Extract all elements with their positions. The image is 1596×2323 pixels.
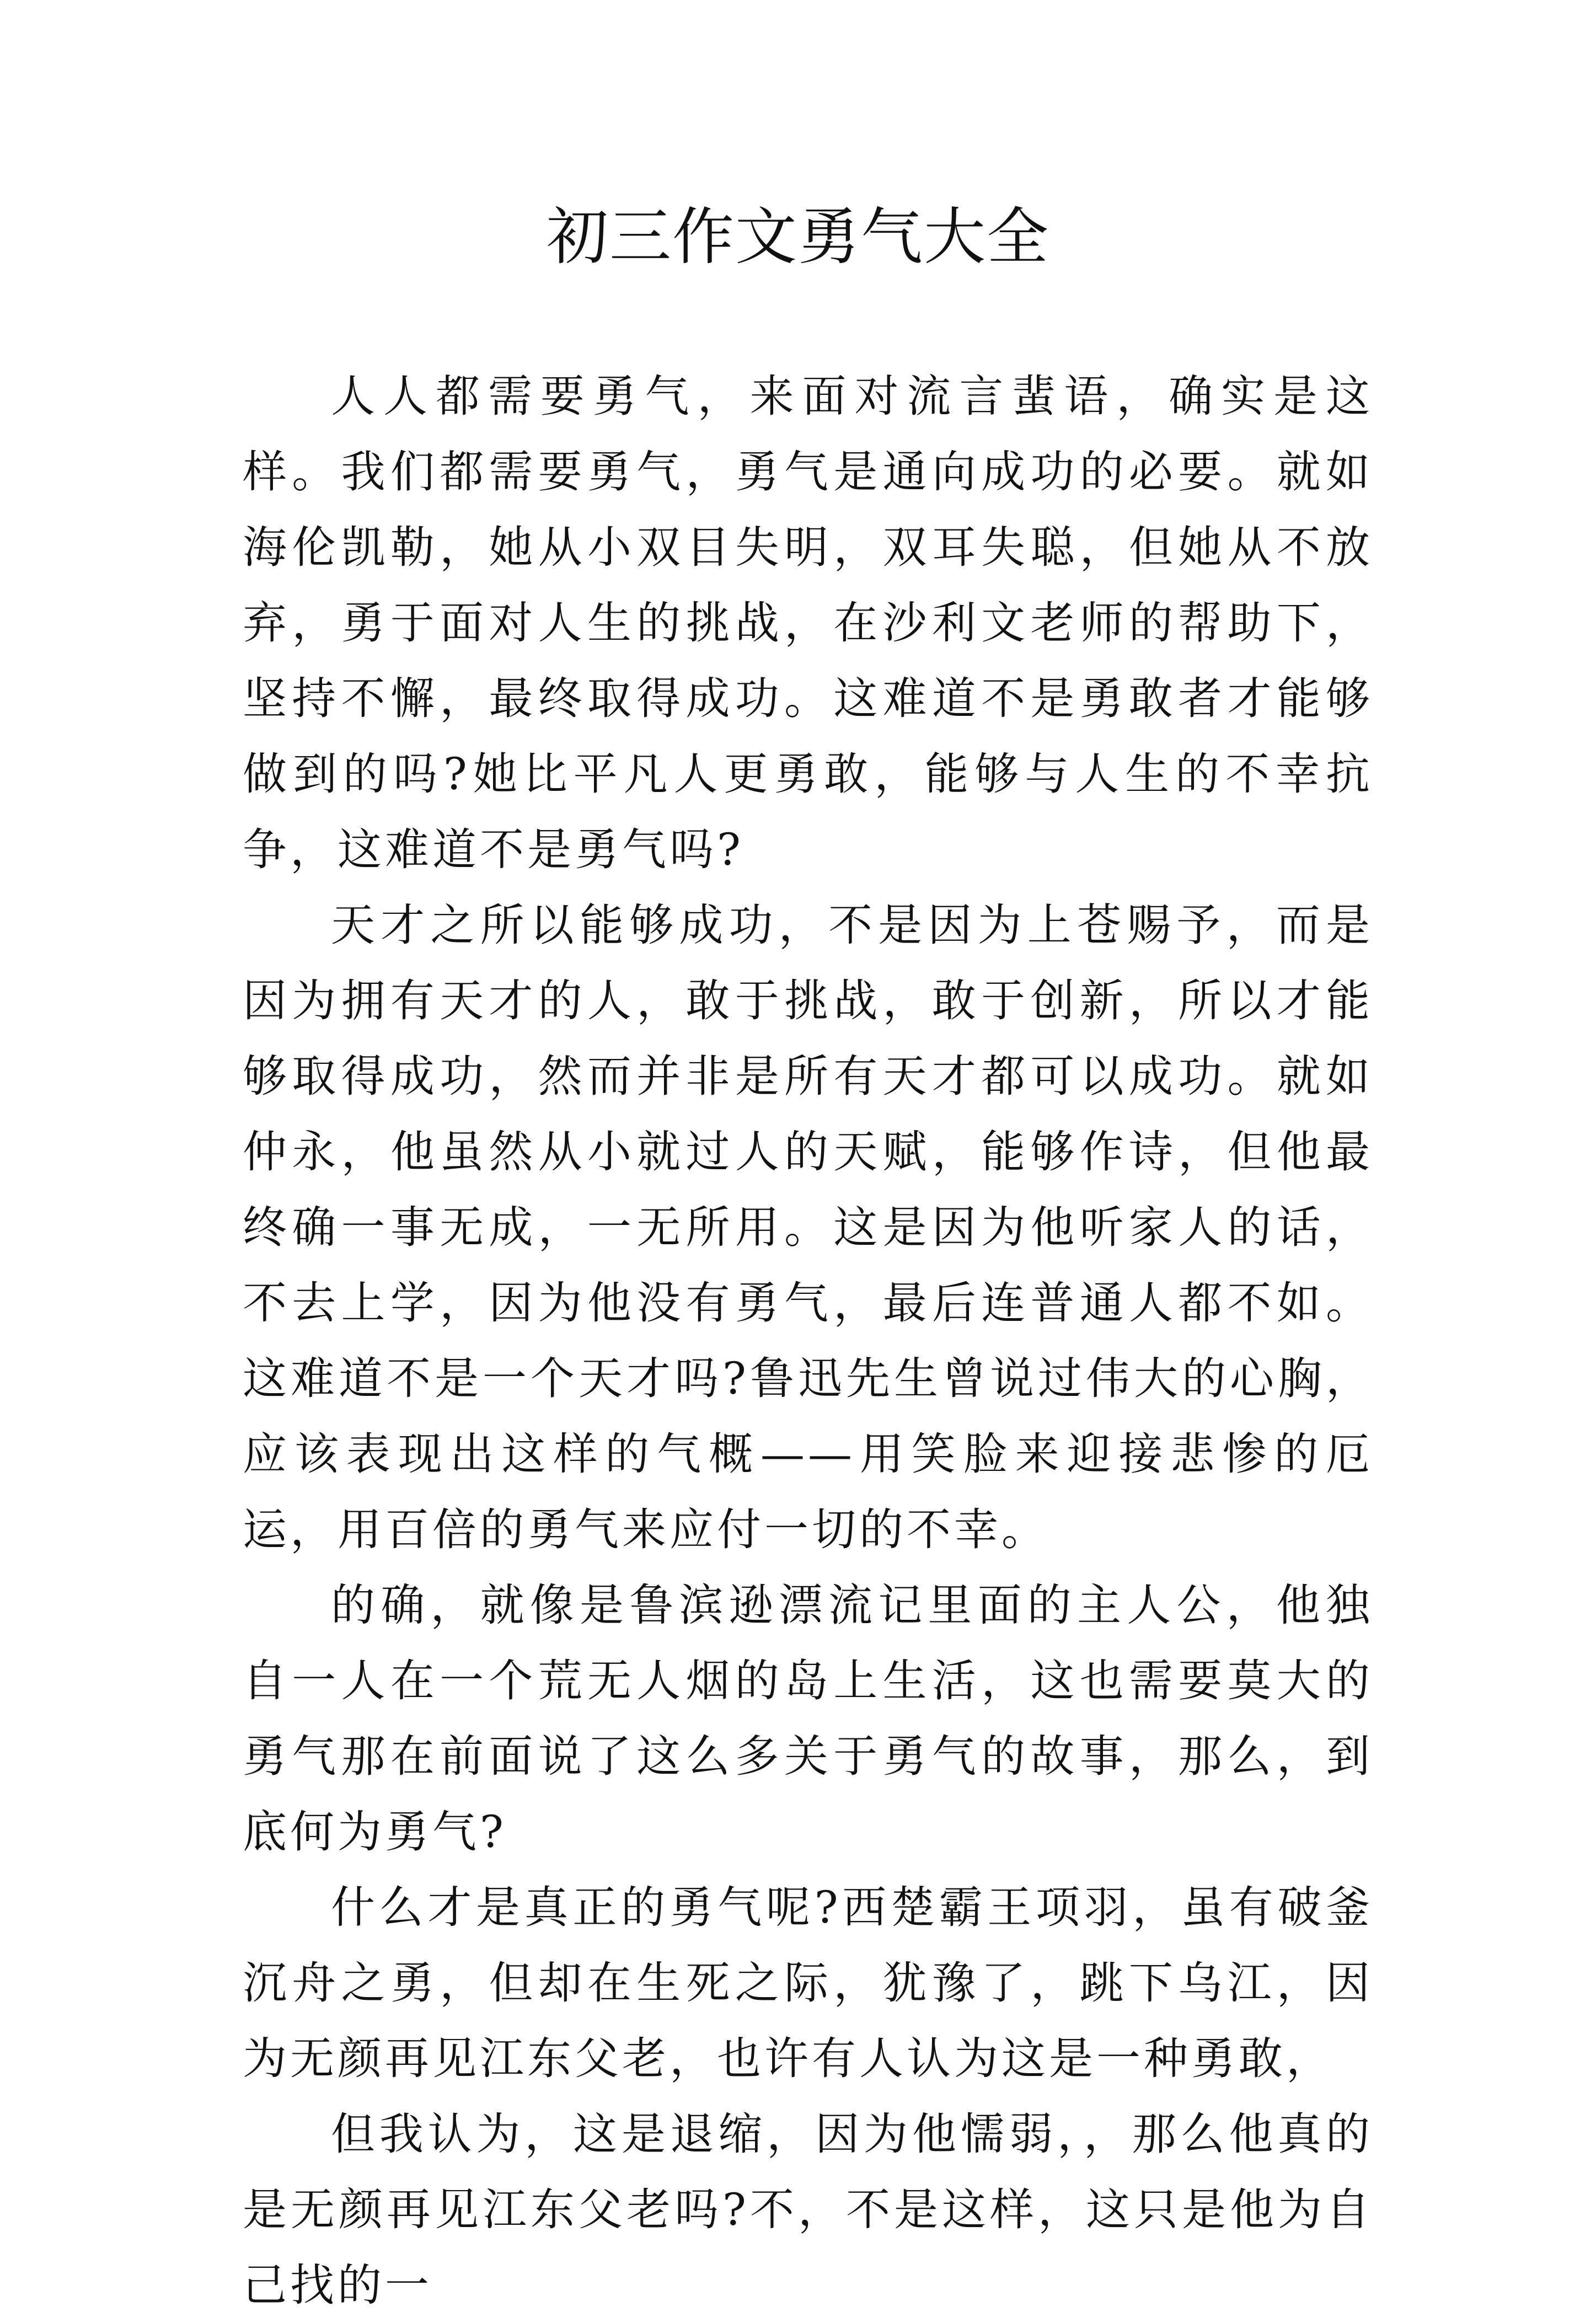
paragraph-4: 什么才是真正的勇气呢?西楚霸王项羽，虽有破釜沉舟之勇，但却在生死之际，犹豫了，跳下乌江，因为无颜再见江东父老，也许有人认为这是一种勇敢， [243, 1882, 1373, 2084]
paragraph-2: 天才之所以能够成功，不是因为上苍赐予，而是因为拥有天才的人，敢于挑战，敢于创新，所以才能够取得成功，然而并非是所有天才都可以成功。就如仲永，他虽然从小就过人的天赋，能够作诗，但他最终确一事无成，一无所用。这是因为他听家人的话，不去上学，因为他没有勇气，最后连普通人都不如。这难道不是一个天才吗?鲁迅先生曾说过伟大的心胸，应该表现出这样的气概——用笑脸来迎接悲惨的厄运，用百倍的勇气来应付一切的不幸。 [243, 900, 1373, 1555]
paragraph-1: 人人都需要勇气，来面对流言蜚语，确实是这样。我们都需要勇气，勇气是通向成功的必要。就如海伦凯勒，她从小双目失明，双耳失聪，但她从不放弃，勇于面对人生的挑战，在沙利文老师的帮助下，坚持不懈，最终取得成功。这难道不是勇敢者才能够做到的吗?她比平凡人更勇敢，能够与人生的不幸抗争，这难道不是勇气吗? [243, 371, 1373, 875]
paragraph-5: 但我认为，这是退缩，因为他懦弱，，那么他真的是无颜再见江东父老吗?不，不是这样，这只是他为自己找的一 [243, 2108, 1373, 2311]
paragraph-3: 的确，就像是鲁滨逊漂流记里面的主人公，他独自一人在一个荒无人烟的岛上生活，这也需要莫大的勇气那在前面说了这么多关于勇气的故事，那么，到底何为勇气? [243, 1580, 1373, 1858]
document-body [243, 358, 1373, 2323]
document-title: 初三作文勇气大全 [547, 201, 1049, 273]
